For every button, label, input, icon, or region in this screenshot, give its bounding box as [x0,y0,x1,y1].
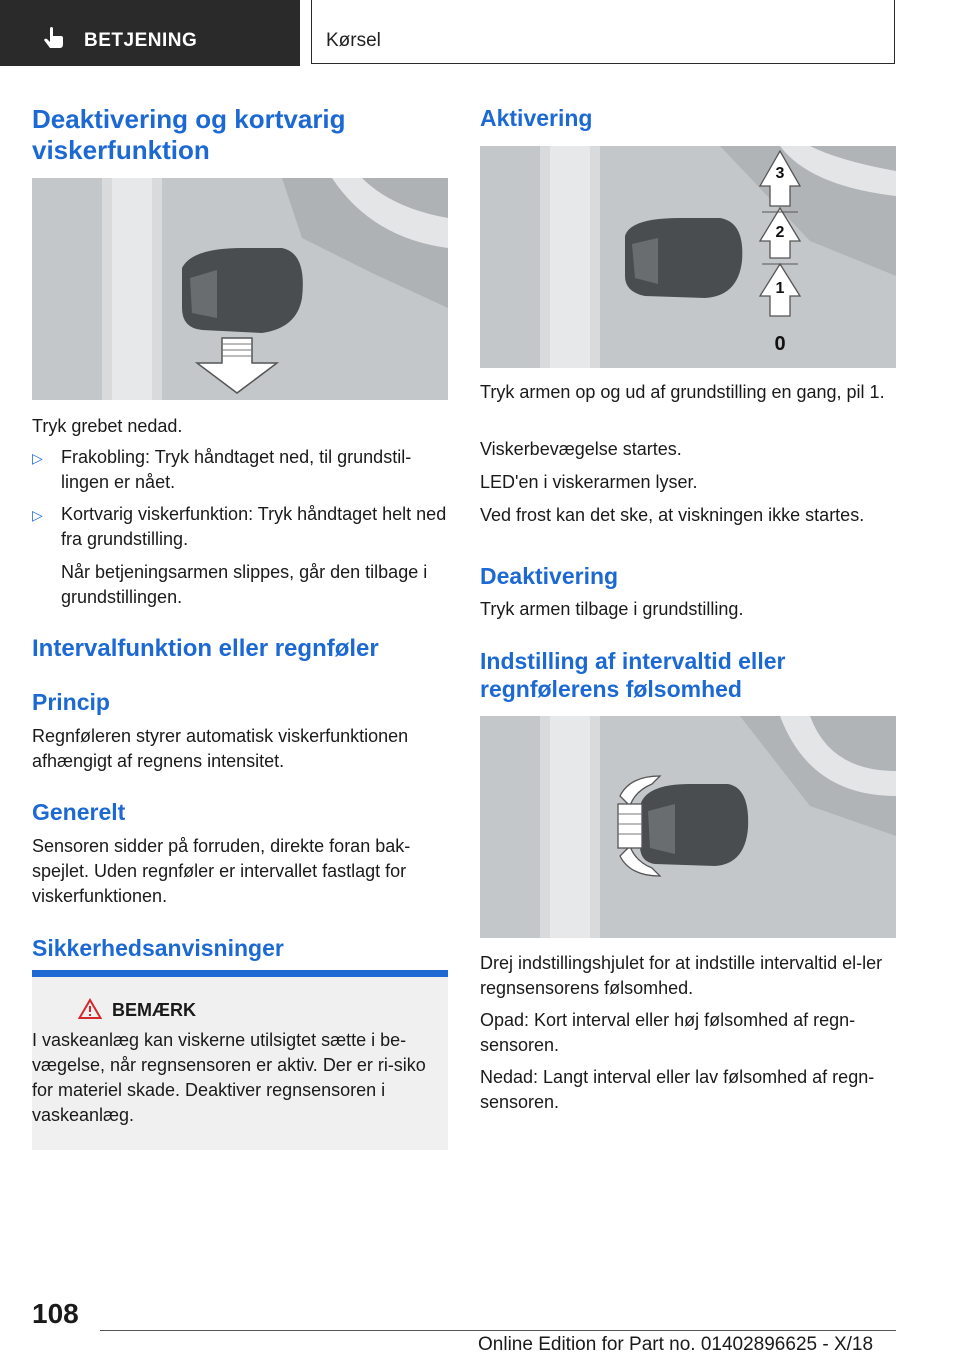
bullet-text: Kortvarig viskerfunktion: Tryk håndtaget helt ned fra grundstilling. [61,504,447,549]
wiper-lever-down-illustration [32,178,448,400]
text-upward: Opad: Kort interval eller høj følsomhed af regn-sensoren. [480,1010,856,1055]
section-tab [0,0,300,66]
text-wiper-start: Viskerbevægelse startes. [480,439,682,459]
text-frost: Ved frost kan det ske, at viskningen ikke startes. [480,505,865,525]
figure-wiper-wheel [480,716,896,938]
wiper-lever-positions-illustration [480,146,896,368]
figure-label-2: 2 [775,224,785,241]
footer-divider [100,1330,896,1331]
triangle-bullet-icon: ▷ [32,507,43,523]
triangle-bullet-icon: ▷ [32,450,43,466]
bullet-item [32,502,448,610]
text-push-back: Tryk armen tilbage i grundstilling. [480,599,744,619]
heading-principle: Princip [32,689,110,715]
text-led: LED'en i viskerarmen lyser. [480,472,698,492]
heading-deactivation: Deaktivering og kortvarig viskerfunktion [32,104,346,165]
bullet-item [32,445,448,495]
notice-title: BEMÆRK [112,1000,196,1020]
figure-label-3: 3 [775,165,785,182]
bullet-continuation: Når betjeningsarmen slippes, går den tilbage i grundstillingen. [61,562,428,607]
figure-wiper-lever-positions [480,146,896,368]
warning-triangle-icon [78,998,102,1020]
notice-box [32,970,448,1150]
chapter-box [311,0,895,64]
text-principle: Regnføleren styrer automatisk viskerfunktionen afhængigt af regnens intensitet. [32,726,409,771]
heading-safety: Sikkerhedsanvisninger [32,935,284,961]
notice-bar [32,970,448,977]
text-push-down: Tryk grebet nedad. [32,416,183,436]
text-turn-wheel: Drej indstillingshjulet for at indstille intervaltid el-ler regnsensorens følsomhed. [480,953,883,998]
section-title: BETJENING [84,30,198,51]
page-number: 108 [32,1298,79,1329]
notice-text: I vaskeanlæg kan viskerne utilsigtet sætte i be-vægelse, når regnsensoren er aktiv. Der er ri-siko for materiel skade. Deaktiver regnsensoren i vaskeanlæg. [32,1030,426,1125]
chapter-title: Kørsel [326,30,381,51]
heading-setting: Indstilling af intervaltid eller regnfølerens følsomhed [480,648,786,702]
page-header [0,0,960,66]
figure-label-1: 1 [775,280,785,297]
text-general: Sensoren sidder på forruden, direkte foran bak-spejlet. Uden regnføler er intervallet fastlagt for viskerfunktionen. [32,836,411,906]
figure-wiper-lever-down [32,178,448,400]
text-downward: Nedad: Langt interval eller lav følsomhed af regn-sensoren. [480,1067,875,1112]
figure-label-0: 0 [774,333,786,355]
footer-edition: Online Edition for Part no. 01402896625 - X/18 [478,1334,874,1355]
heading-interval: Intervalfunktion eller regnføler [32,635,379,662]
hand-pointer-icon [40,26,68,54]
heading-general: Generelt [32,799,126,825]
text-push-up: Tryk armen op og ud af grundstilling en gang, pil 1. [480,382,885,402]
heading-deactivation-right: Deaktivering [480,563,619,589]
heading-activation: Aktivering [480,105,593,131]
bullet-text: Frakobling: Tryk håndtaget ned, til grundstil-lingen er nået. [61,447,412,492]
wiper-wheel-illustration [480,716,896,938]
